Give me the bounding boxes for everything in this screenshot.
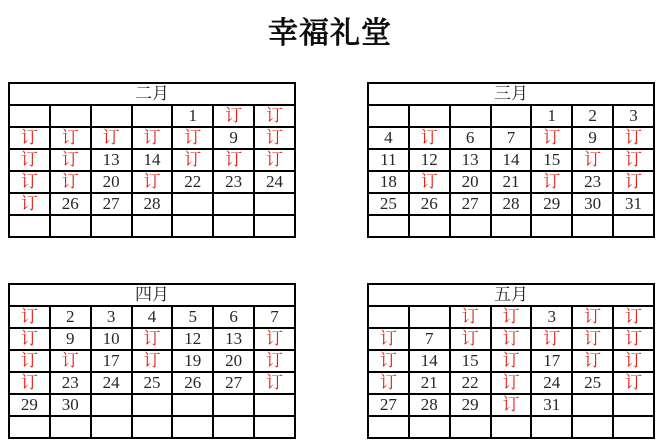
- empty-cell: [254, 394, 295, 416]
- booked-cell: 订: [172, 149, 213, 171]
- day-cell: 9: [572, 127, 613, 149]
- booked-cell: 订: [613, 306, 654, 328]
- day-cell: 17: [531, 350, 572, 372]
- day-cell: 9: [213, 127, 254, 149]
- week-row: [368, 394, 654, 416]
- day-cell: 6: [450, 127, 491, 149]
- booked-cell: 订: [9, 372, 50, 394]
- booked-cell: 订: [9, 149, 50, 171]
- booked-cell: 订: [572, 306, 613, 328]
- empty-cell: [450, 416, 491, 438]
- week-row: [368, 350, 654, 372]
- empty-cell: [91, 394, 132, 416]
- empty-cell: [572, 394, 613, 416]
- day-cell: 12: [172, 328, 213, 350]
- booked-cell: 订: [531, 171, 572, 193]
- empty-cell: [172, 416, 213, 438]
- week-row: [9, 416, 295, 438]
- day-cell: 3: [531, 306, 572, 328]
- empty-cell: [91, 105, 132, 127]
- booked-cell: 订: [50, 149, 91, 171]
- empty-cell: [572, 215, 613, 237]
- empty-cell: [254, 215, 295, 237]
- week-row: [9, 394, 295, 416]
- month-header: 四月: [9, 284, 295, 306]
- day-cell: 20: [213, 350, 254, 372]
- week-row: [9, 372, 295, 394]
- booked-cell: 订: [531, 328, 572, 350]
- day-cell: 27: [91, 193, 132, 215]
- empty-cell: [91, 416, 132, 438]
- empty-cell: [172, 215, 213, 237]
- booked-cell: 订: [254, 350, 295, 372]
- week-row: [368, 149, 654, 171]
- booked-cell: 订: [50, 171, 91, 193]
- empty-cell: [172, 193, 213, 215]
- day-cell: 11: [368, 149, 409, 171]
- week-row: [9, 306, 295, 328]
- day-cell: 24: [254, 171, 295, 193]
- booked-cell: 订: [9, 193, 50, 215]
- booked-cell: 订: [50, 127, 91, 149]
- empty-cell: [213, 193, 254, 215]
- day-cell: 13: [213, 328, 254, 350]
- booked-cell: 订: [613, 328, 654, 350]
- calendar-body: [9, 105, 295, 237]
- day-cell: 15: [531, 149, 572, 171]
- month-header: 五月: [368, 284, 654, 306]
- empty-cell: [132, 394, 173, 416]
- booked-cell: 订: [254, 127, 295, 149]
- empty-cell: [172, 394, 213, 416]
- booked-cell: 订: [368, 328, 409, 350]
- day-cell: 28: [491, 193, 532, 215]
- booked-cell: 订: [132, 328, 173, 350]
- calendar-march: [367, 82, 655, 238]
- day-cell: 1: [172, 105, 213, 127]
- day-cell: 26: [50, 193, 91, 215]
- day-cell: 2: [572, 105, 613, 127]
- day-cell: 21: [409, 372, 450, 394]
- week-row: [368, 127, 654, 149]
- week-row: [368, 306, 654, 328]
- booked-cell: 订: [254, 328, 295, 350]
- day-cell: 28: [409, 394, 450, 416]
- day-cell: 7: [491, 127, 532, 149]
- day-cell: 27: [213, 372, 254, 394]
- calendar-body: [9, 306, 295, 438]
- day-cell: 30: [572, 193, 613, 215]
- booked-cell: 订: [613, 171, 654, 193]
- booked-cell: 订: [572, 149, 613, 171]
- calendar-body: [368, 306, 654, 438]
- empty-cell: [613, 416, 654, 438]
- empty-cell: [368, 105, 409, 127]
- booked-cell: 订: [491, 394, 532, 416]
- booked-cell: 订: [531, 127, 572, 149]
- empty-cell: [254, 416, 295, 438]
- empty-cell: [132, 416, 173, 438]
- week-row: [9, 171, 295, 193]
- booked-cell: 订: [254, 372, 295, 394]
- booked-cell: 订: [491, 328, 532, 350]
- day-cell: 24: [91, 372, 132, 394]
- booked-cell: 订: [9, 171, 50, 193]
- empty-cell: [213, 416, 254, 438]
- day-cell: 24: [531, 372, 572, 394]
- empty-cell: [572, 416, 613, 438]
- day-cell: 12: [409, 149, 450, 171]
- booked-cell: 订: [9, 350, 50, 372]
- booked-cell: 订: [213, 105, 254, 127]
- booked-cell: 订: [132, 350, 173, 372]
- empty-cell: [491, 105, 532, 127]
- week-row: [368, 416, 654, 438]
- month-header-row: [368, 83, 654, 105]
- calendar-may: [367, 283, 655, 439]
- week-row: [368, 193, 654, 215]
- day-cell: 20: [91, 171, 132, 193]
- booked-cell: 订: [613, 372, 654, 394]
- day-cell: 7: [409, 328, 450, 350]
- empty-cell: [50, 105, 91, 127]
- day-cell: 19: [172, 350, 213, 372]
- booked-cell: 订: [132, 127, 173, 149]
- booked-cell: 订: [254, 149, 295, 171]
- week-row: [9, 127, 295, 149]
- booked-cell: 订: [409, 171, 450, 193]
- week-row: [368, 372, 654, 394]
- day-cell: 25: [368, 193, 409, 215]
- day-cell: 17: [91, 350, 132, 372]
- calendar-body: [368, 105, 654, 237]
- empty-cell: [368, 416, 409, 438]
- day-cell: 31: [531, 394, 572, 416]
- empty-cell: [450, 105, 491, 127]
- booked-cell: 订: [613, 350, 654, 372]
- month-header: 三月: [368, 83, 654, 105]
- booked-cell: 订: [91, 127, 132, 149]
- booked-cell: 订: [132, 171, 173, 193]
- booked-cell: 订: [9, 127, 50, 149]
- booked-cell: 订: [409, 127, 450, 149]
- booked-cell: 订: [9, 328, 50, 350]
- day-cell: 25: [572, 372, 613, 394]
- month-header-row: [368, 284, 654, 306]
- empty-cell: [409, 105, 450, 127]
- empty-cell: [368, 215, 409, 237]
- day-cell: 14: [491, 149, 532, 171]
- empty-cell: [254, 193, 295, 215]
- week-row: [9, 149, 295, 171]
- week-row: [368, 171, 654, 193]
- day-cell: 27: [450, 193, 491, 215]
- day-cell: 6: [213, 306, 254, 328]
- day-cell: 26: [409, 193, 450, 215]
- day-cell: 1: [531, 105, 572, 127]
- booked-cell: 订: [172, 127, 213, 149]
- empty-cell: [613, 215, 654, 237]
- empty-cell: [132, 105, 173, 127]
- day-cell: 5: [172, 306, 213, 328]
- week-row: [368, 215, 654, 237]
- empty-cell: [613, 394, 654, 416]
- day-cell: 7: [254, 306, 295, 328]
- week-row: [368, 328, 654, 350]
- day-cell: 20: [450, 171, 491, 193]
- day-cell: 15: [450, 350, 491, 372]
- booked-cell: 订: [491, 350, 532, 372]
- booked-cell: 订: [9, 306, 50, 328]
- empty-cell: [213, 394, 254, 416]
- booked-cell: 订: [450, 306, 491, 328]
- day-cell: 26: [172, 372, 213, 394]
- empty-cell: [491, 215, 532, 237]
- day-cell: 27: [368, 394, 409, 416]
- day-cell: 22: [450, 372, 491, 394]
- day-cell: 29: [531, 193, 572, 215]
- day-cell: 9: [50, 328, 91, 350]
- day-cell: 22: [172, 171, 213, 193]
- week-row: [9, 105, 295, 127]
- day-cell: 31: [613, 193, 654, 215]
- booked-cell: 订: [572, 328, 613, 350]
- calendar-february: [8, 82, 296, 238]
- empty-cell: [531, 215, 572, 237]
- empty-cell: [409, 416, 450, 438]
- day-cell: 23: [50, 372, 91, 394]
- calendar-april: [8, 283, 296, 439]
- booked-cell: 订: [572, 350, 613, 372]
- day-cell: 13: [91, 149, 132, 171]
- booked-cell: 订: [50, 350, 91, 372]
- day-cell: 23: [213, 171, 254, 193]
- day-cell: 25: [132, 372, 173, 394]
- page-title: 幸福礼堂: [268, 17, 392, 50]
- empty-cell: [531, 416, 572, 438]
- day-cell: 18: [368, 171, 409, 193]
- booked-cell: 订: [368, 350, 409, 372]
- booked-cell: 订: [491, 372, 532, 394]
- day-cell: 30: [50, 394, 91, 416]
- day-cell: 23: [572, 171, 613, 193]
- day-cell: 21: [491, 171, 532, 193]
- empty-cell: [409, 306, 450, 328]
- day-cell: 3: [613, 105, 654, 127]
- empty-cell: [9, 416, 50, 438]
- booked-cell: 订: [213, 149, 254, 171]
- empty-cell: [450, 215, 491, 237]
- week-row: [9, 215, 295, 237]
- empty-cell: [409, 215, 450, 237]
- week-row: [9, 328, 295, 350]
- day-cell: 4: [368, 127, 409, 149]
- booked-cell: 订: [254, 105, 295, 127]
- day-cell: 14: [132, 149, 173, 171]
- month-header-row: [9, 284, 295, 306]
- day-cell: 13: [450, 149, 491, 171]
- day-cell: 4: [132, 306, 173, 328]
- day-cell: 14: [409, 350, 450, 372]
- day-cell: 29: [9, 394, 50, 416]
- empty-cell: [50, 416, 91, 438]
- day-cell: 29: [450, 394, 491, 416]
- day-cell: 10: [91, 328, 132, 350]
- booked-cell: 订: [613, 127, 654, 149]
- empty-cell: [9, 215, 50, 237]
- day-cell: 2: [50, 306, 91, 328]
- month-header: 二月: [9, 83, 295, 105]
- week-row: [368, 105, 654, 127]
- empty-cell: [132, 215, 173, 237]
- day-cell: 28: [132, 193, 173, 215]
- week-row: [9, 193, 295, 215]
- day-cell: 3: [91, 306, 132, 328]
- booked-cell: 订: [368, 372, 409, 394]
- empty-cell: [50, 215, 91, 237]
- booked-cell: 订: [491, 306, 532, 328]
- booked-cell: 订: [613, 149, 654, 171]
- empty-cell: [213, 215, 254, 237]
- week-row: [9, 350, 295, 372]
- empty-cell: [368, 306, 409, 328]
- empty-cell: [91, 215, 132, 237]
- booked-cell: 订: [450, 328, 491, 350]
- empty-cell: [9, 105, 50, 127]
- empty-cell: [491, 416, 532, 438]
- month-header-row: [9, 83, 295, 105]
